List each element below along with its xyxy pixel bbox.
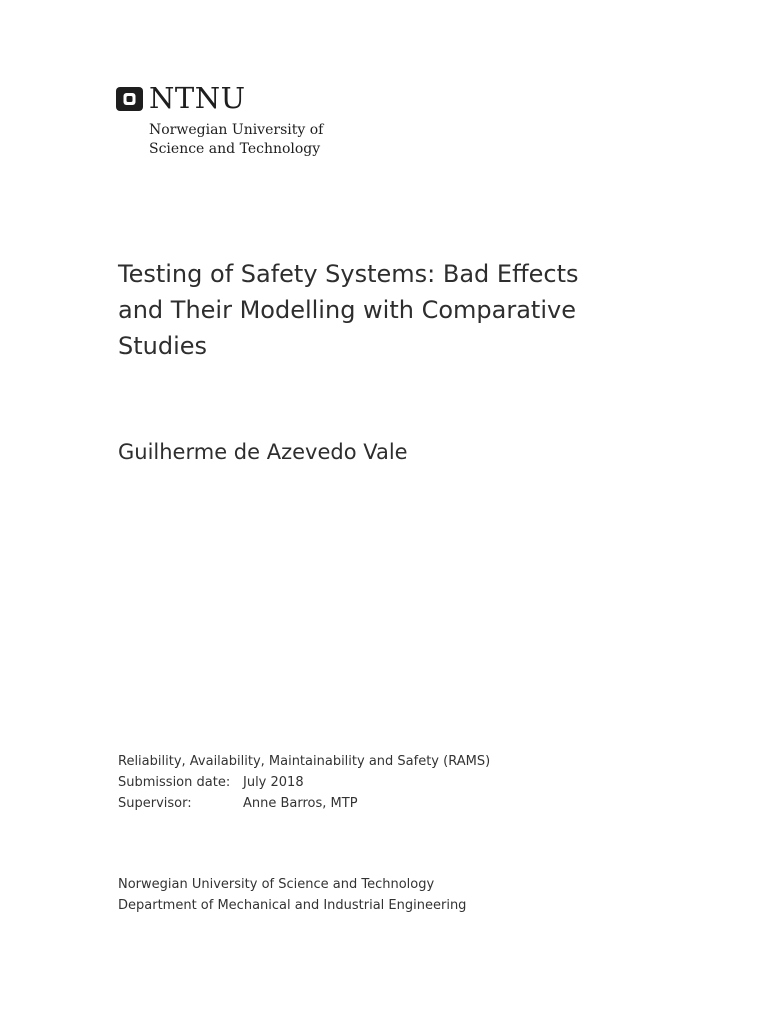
- supervisor-row: [118, 793, 490, 814]
- submission-date-row: [118, 772, 490, 793]
- ntnu-logo-icon: [116, 87, 143, 111]
- logo-subtitle-line2: Science and Technology: [149, 141, 321, 157]
- submission-date-label: Submission date:: [118, 775, 231, 790]
- logo-wordmark: NTNU: [149, 81, 246, 115]
- institution-block: [118, 874, 466, 916]
- submission-date-value: July 2018: [243, 775, 304, 790]
- thesis-author: Guilherme de Azevedo Vale: [118, 440, 408, 464]
- supervisor-label: Supervisor:: [118, 796, 192, 811]
- university-name: Norwegian University of Science and Technology: [118, 877, 435, 892]
- thesis-details: [118, 751, 490, 814]
- thesis-title-line1: Testing of Safety Systems: Bad Effects: [118, 260, 579, 288]
- thesis-title-line3: Studies: [118, 332, 208, 360]
- ntnu-logo: [116, 81, 376, 164]
- programme-name: Reliability, Availability, Maintainability and Safety (RAMS): [118, 754, 491, 769]
- thesis-title: [118, 256, 638, 364]
- logo-subtitle-line1: Norwegian University of: [149, 122, 324, 138]
- department-name: Department of Mechanical and Industrial Engineering: [118, 898, 467, 913]
- thesis-title-line2: and Their Modelling with Comparative: [118, 296, 576, 324]
- supervisor-value: Anne Barros, MTP: [243, 796, 358, 811]
